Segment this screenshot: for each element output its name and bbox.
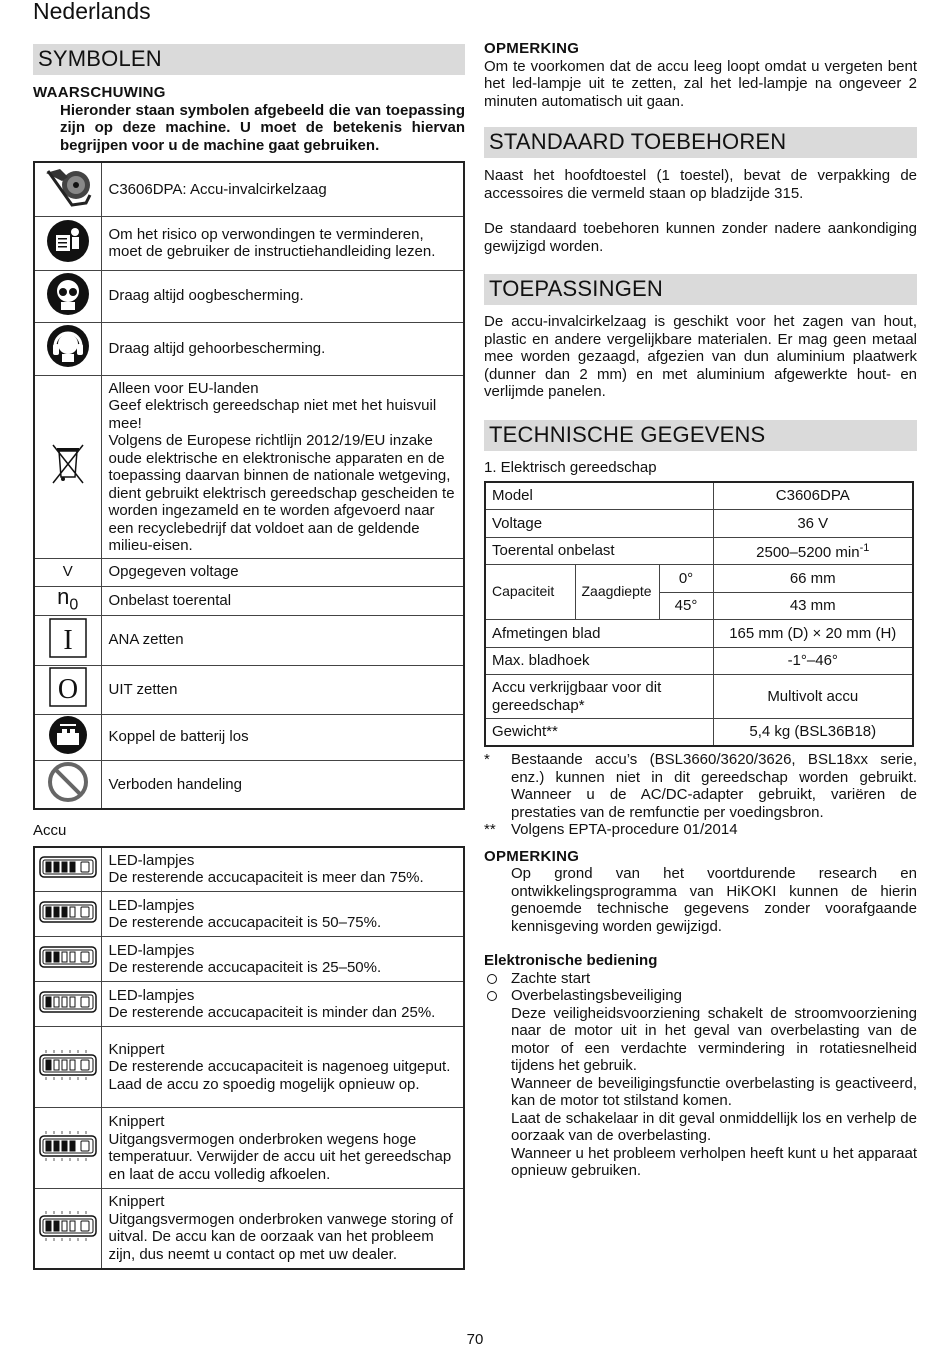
spec-angle: 45° bbox=[659, 592, 713, 620]
spec-label: Voltage bbox=[485, 510, 713, 538]
svg-text:I: I bbox=[63, 624, 73, 656]
accu-table bbox=[33, 846, 465, 1270]
spec-value: 36 V bbox=[713, 510, 913, 538]
spec-value: 5,4 kg (BSL36B18) bbox=[713, 719, 913, 747]
symbol-row bbox=[34, 322, 464, 375]
footnote-mark: * bbox=[484, 751, 490, 768]
spec-label: Zaagdiepte bbox=[575, 565, 659, 620]
spec-row bbox=[485, 719, 913, 747]
spec-row bbox=[485, 620, 913, 648]
symbol-row bbox=[34, 665, 464, 714]
circle-bullet-icon bbox=[487, 991, 497, 1001]
symbol-text: Draag altijd gehoorbescherming. bbox=[101, 322, 464, 375]
standard-accessories-heading: STANDAARD TOEBEHOREN bbox=[484, 127, 917, 158]
accu-row-text: De resterende accucapaciteit is nagenoeg uitgeput. Laad de accu zo spoedig mogelijk opnieuw op. bbox=[108, 1058, 451, 1093]
symbol-text: Koppel de batterij los bbox=[101, 714, 464, 760]
battery-leds-2-icon bbox=[38, 944, 98, 975]
spec-row bbox=[485, 675, 913, 719]
spec-label: Model bbox=[485, 482, 713, 510]
spec-row bbox=[485, 537, 913, 565]
symbol-text: ANA zetten bbox=[101, 615, 464, 665]
switch-off-icon bbox=[49, 667, 87, 712]
accu-row-text: De resterende accucapaciteit is meer dan 75%. bbox=[108, 869, 424, 887]
spec-value: 43 mm bbox=[713, 592, 913, 620]
accu-row bbox=[34, 1189, 464, 1269]
spec-value: 165 mm (D) × 20 mm (H) bbox=[713, 620, 913, 648]
accu-row-text: De resterende accucapaciteit is minder dan 25%. bbox=[108, 1004, 436, 1021]
circular-saw-icon bbox=[42, 165, 94, 214]
accu-row bbox=[34, 847, 464, 892]
electronic-item-soft-start: Zachte start bbox=[484, 970, 917, 988]
symbol-text: Draag altijd oogbescherming. bbox=[101, 270, 464, 322]
disconnect-battery-icon bbox=[48, 715, 88, 760]
symbol-text: UIT zetten bbox=[101, 665, 464, 714]
electronic-item-overload: Overbelastingsbeveiliging bbox=[484, 987, 917, 1005]
spec-row bbox=[485, 482, 913, 510]
note1-text: Om te voorkomen dat de accu leeg loopt omdat u vergeten bent het led-lampje uit te zetten, zal het led-lampje na ongeveer 2 minuten automatisch uit gaan. bbox=[484, 57, 917, 110]
symbol-row bbox=[34, 615, 464, 665]
accu-row bbox=[34, 1108, 464, 1189]
accu-row-text: De resterende accucapaciteit is 25–50%. bbox=[108, 959, 382, 976]
left-column bbox=[33, 44, 465, 1270]
symbol-text: Om het risico op verwondingen te verminderen, moet de gebruiker de instructiehandleiding lezen. bbox=[101, 216, 464, 270]
footnote-mark: ** bbox=[484, 821, 496, 838]
accu-row bbox=[34, 937, 464, 982]
spec-label: Toerental onbelast bbox=[485, 537, 713, 565]
spec-value: Multivolt accu bbox=[713, 675, 913, 719]
svg-text:O: O bbox=[57, 674, 78, 706]
overload-p1: Deze veiligheidsvoorziening schakelt de stroomvoorziening naar de motor uit in het geval van overbelasting van de motor of een verdachte vermindering in rotatiesnelheid tijdens het gebruik. bbox=[511, 1004, 917, 1074]
accu-row-title: Knippert bbox=[108, 1040, 165, 1058]
overload-p4: Wanneer u het probleem verholpen heeft kunt u het apparaat opnieuw gebruiken. bbox=[511, 1144, 917, 1179]
battery-blink-1-icon bbox=[38, 1050, 98, 1085]
symbol-text-line: Geef elektrisch gereedschap niet met het huisvuil mee! bbox=[108, 397, 437, 432]
spec-label: Capaciteit bbox=[485, 565, 575, 620]
speed-symbol: $n_0$ bbox=[34, 586, 101, 615]
spec-table bbox=[484, 481, 914, 747]
symbols-table bbox=[33, 161, 465, 810]
symbols-heading: SYMBOLEN bbox=[33, 44, 465, 75]
standard-accessories-p2: De standaard toebehoren kunnen zonder nadere aankondiging gewijzigd worden. bbox=[484, 220, 917, 255]
accu-row bbox=[34, 1027, 464, 1108]
battery-leds-4-icon bbox=[38, 854, 98, 885]
footnote-text: Bestaande accu’s (BSL3660/3620/3626, BSL18xx serie, enz.) kunnen niet in dit gereedschap worden gebruikt. Wanneer u de AC/DC-adapter gebruikt, variëren de prestaties van de remfunctie per voedingsbron. bbox=[511, 751, 917, 821]
applications-heading: TOEPASSINGEN bbox=[484, 274, 917, 305]
applications-text: De accu-invalcirkelzaag is geschikt voor het zagen van hout, plastic en andere vergelijkbare materialen. Er mag geen metaal mee worden gezaagd, afgezien van dun aluminium plaatwerk (dunner dan 2 mm) en met aluminium afgewerkte hout- en verlijmde panelen. bbox=[484, 313, 917, 400]
accu-label: Accu bbox=[33, 822, 67, 839]
tech-heading: TECHNISCHE GEGEVENS bbox=[484, 420, 917, 451]
accu-row bbox=[34, 982, 464, 1027]
footnote-text: Volgens EPTA-procedure 01/2014 bbox=[511, 821, 738, 838]
symbol-row bbox=[34, 270, 464, 322]
footnote-1 bbox=[484, 751, 917, 821]
voltage-symbol: V bbox=[34, 558, 101, 586]
symbol-row bbox=[34, 375, 464, 558]
symbol-text-line: Alleen voor EU-landen bbox=[108, 379, 259, 397]
spec-value: C3606DPA bbox=[713, 482, 913, 510]
accu-row-title: Knippert bbox=[108, 1113, 165, 1130]
symbol-text-line: Volgens de Europese richtlijn 2012/19/EU inzake oude elektrische en elektronische apparaten en de toepassing daarvan binnen de nationale wetgeving, dient gebruikt elektrisch gereedschap gescheiden te worden ingezameld en te worden afgevoerd naar een recyclebedrijf dat voldoet aan de geldende milieu-eisen. bbox=[108, 432, 455, 554]
accu-row-text: Uitgangsvermogen onderbroken vanwege storing of uitval. De accu kan de oorzaak van het probleem zijn, dus neemt u contact op met uw dealer. bbox=[108, 1210, 453, 1263]
symbol-text: Opgegeven voltage bbox=[101, 558, 464, 586]
spec-label: Gewicht** bbox=[485, 719, 713, 747]
switch-on-icon bbox=[49, 618, 87, 663]
page-number: 70 bbox=[466, 1331, 484, 1348]
spec-row bbox=[485, 647, 913, 675]
spec-value: 2500–5200 $\min^{-1}$ bbox=[713, 537, 913, 565]
accu-row-text: De resterende accucapaciteit is 50–75%. bbox=[108, 914, 382, 931]
read-manual-icon bbox=[46, 219, 90, 268]
spec-row bbox=[485, 565, 913, 593]
symbol-text: Verboden handeling bbox=[108, 775, 242, 793]
symbol-row bbox=[34, 586, 464, 615]
symbol-row bbox=[34, 760, 464, 809]
battery-leds-3-icon bbox=[38, 899, 98, 930]
eye-protection-icon bbox=[46, 272, 90, 321]
warning-text: Hieronder staan symbolen afgebeeld die van toepassing zijn op deze machine. U moet de betekenis hiervan begrijpen voor u de machine gaat gebruiken. bbox=[60, 101, 465, 154]
spec-angle: 0° bbox=[659, 565, 713, 593]
footnote-2 bbox=[484, 821, 917, 839]
accu-row bbox=[34, 892, 464, 937]
spec-value: -1°–46° bbox=[713, 647, 913, 675]
right-column bbox=[484, 40, 917, 1180]
note2-label: OPMERKING bbox=[484, 847, 580, 865]
spec-label: Max. bladhoek bbox=[485, 647, 713, 675]
accu-row-title: LED-lampjes bbox=[108, 896, 195, 914]
language-header: Nederlands bbox=[33, 0, 151, 24]
accu-row-title: Knippert bbox=[108, 1193, 165, 1211]
accu-row-title: LED-lampjes bbox=[108, 941, 195, 959]
battery-leds-1-icon bbox=[38, 989, 98, 1020]
spec-row bbox=[485, 510, 913, 538]
symbol-row bbox=[34, 162, 464, 216]
overload-p2: Wanneer de beveiligingsfunctie overbelasting is geactiveerd, kan de motor tot stilstand komen. bbox=[511, 1074, 917, 1109]
tech-subheading: 1. Elektrisch gereedschap bbox=[484, 458, 657, 476]
spec-label: Accu verkrijgbaar voor dit gereedschap* bbox=[485, 675, 713, 719]
ear-protection-icon bbox=[46, 324, 90, 373]
circle-bullet-icon bbox=[487, 974, 497, 984]
symbol-row bbox=[34, 714, 464, 760]
note2-text: Op grond van het voortdurende research en ontwikkelingsprogramma van HiKOKI kunnen de hierin genoemde technische gegevens zonder voorafgaande kennisgeving worden gewijzigd. bbox=[511, 865, 917, 935]
overload-p3: Laat de schakelaar in dit geval onmiddellijk los en verhelp de oorzaak van de overbelasting. bbox=[511, 1109, 917, 1144]
crossed-bin-icon bbox=[51, 443, 85, 490]
spec-label: Afmetingen blad bbox=[485, 620, 713, 648]
battery-blink-2-icon bbox=[38, 1131, 98, 1166]
note1-label: OPMERKING bbox=[484, 40, 580, 57]
warning-label: WAARSCHUWING bbox=[33, 84, 166, 101]
accu-row-title: LED-lampjes bbox=[108, 851, 195, 869]
symbol-text: C3606DPA: Accu-invalcirkelzaag bbox=[101, 162, 464, 216]
symbol-row bbox=[34, 216, 464, 270]
accu-row-text: Uitgangsvermogen onderbroken wegens hoge temperatuur. Verwijder de accu uit het gereedschap en laat de accu volledig afkoelen. bbox=[108, 1130, 452, 1183]
electronic-control-title: Elektronische bediening bbox=[484, 952, 658, 969]
symbol-row bbox=[34, 558, 464, 586]
accu-row-title: LED-lampjes bbox=[108, 986, 195, 1004]
prohibited-icon bbox=[47, 761, 89, 808]
spec-value: 66 mm bbox=[713, 565, 913, 593]
standard-accessories-p1: Naast het hoofdtoestel (1 toestel), bevat de verpakking de accessoires die vermeld staan op bladzijde 315. bbox=[484, 167, 917, 202]
battery-blink-3-icon bbox=[38, 1211, 98, 1246]
symbol-text: Onbelast toerental bbox=[101, 586, 464, 615]
